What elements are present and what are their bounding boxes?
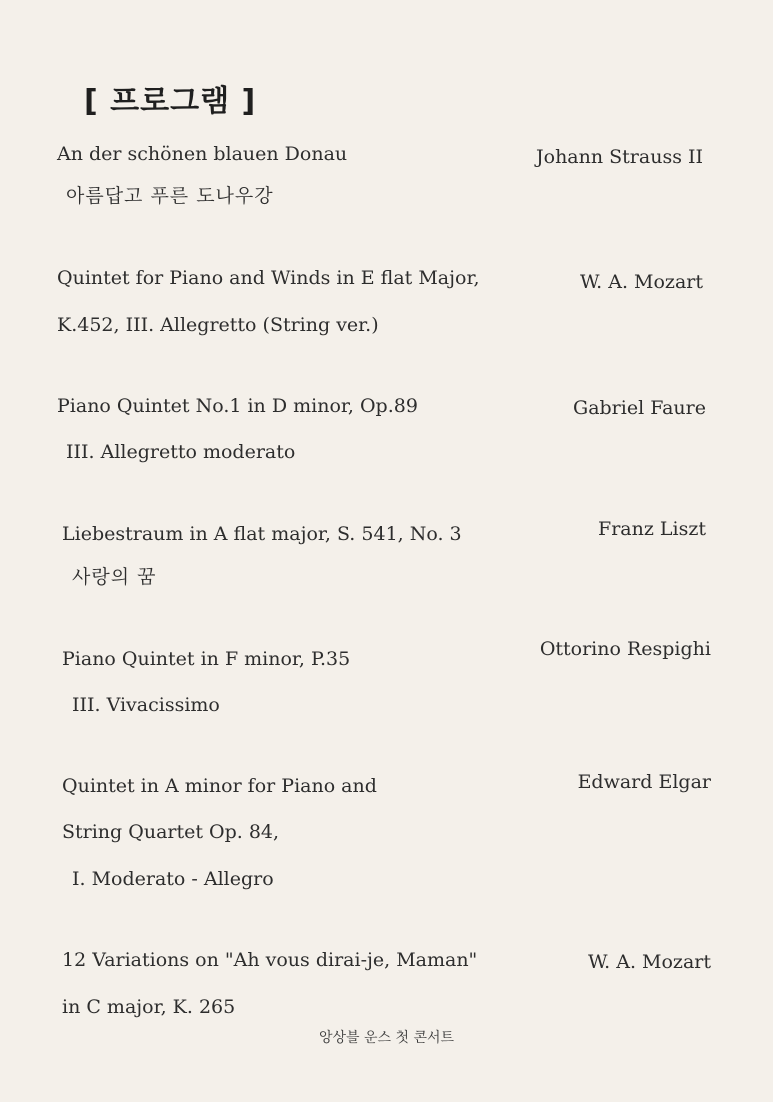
piece-7-composer: W. A. Mozart: [587, 951, 711, 973]
piece-6-subtitle: String Quartet Op. 84,: [62, 821, 280, 843]
piece-1-composer: Johann Strauss II: [536, 146, 703, 168]
piece-6-composer: Edward Elgar: [577, 771, 711, 793]
piece-6-title: Quintet in A minor for Piano and: [62, 775, 377, 797]
piece-2-title: Quintet for Piano and Winds in E flat Major,: [57, 267, 480, 289]
piece-5-composer: Ottorino Respighi: [539, 638, 711, 660]
page-title: [ 프로그램 ]: [84, 84, 257, 119]
piece-4-subtitle: 사랑의 꿈: [72, 566, 157, 588]
footer-caption: 앙상블 운스 첫 콘서트: [318, 1030, 455, 1046]
piece-2-composer: W. A. Mozart: [579, 271, 703, 293]
piece-3-subtitle: III. Allegretto moderato: [66, 441, 296, 463]
piece-7-subtitle: in C major, K. 265: [62, 996, 236, 1018]
piece-4-title: Liebestraum in A flat major, S. 541, No. 3: [62, 523, 462, 545]
piece-3-title: Piano Quintet No.1 in D minor, Op.89: [57, 395, 418, 417]
piece-5-title: Piano Quintet in F minor, P.35: [62, 648, 351, 670]
piece-6-movement: I. Moderato - Allegro: [72, 868, 274, 890]
piece-2-subtitle: K.452, III. Allegretto (String ver.): [57, 314, 379, 336]
piece-1-subtitle: 아름답고 푸른 도나우강: [66, 185, 274, 207]
piece-3-composer: Gabriel Faure: [573, 397, 706, 419]
piece-7-title: 12 Variations on "Ah vous dirai-je, Maman": [62, 949, 478, 971]
piece-4-composer: Franz Liszt: [598, 518, 706, 540]
piece-1-title: An der schönen blauen Donau: [57, 143, 348, 165]
piece-5-subtitle: III. Vivacissimo: [72, 694, 220, 716]
